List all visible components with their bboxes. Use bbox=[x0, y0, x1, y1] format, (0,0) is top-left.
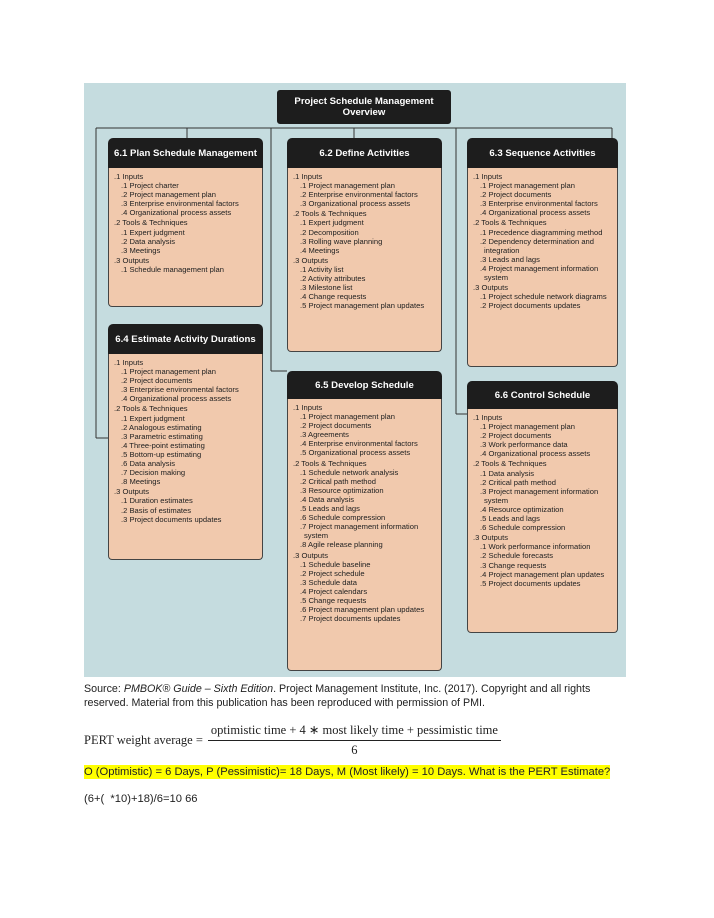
list-item: .3 Work performance data bbox=[480, 440, 568, 450]
list-item: .1 Project management plan bbox=[480, 181, 575, 191]
section-label: .1 Inputs bbox=[473, 413, 503, 422]
process-section bbox=[293, 403, 438, 458]
list-item: .4 Resource optimization bbox=[480, 504, 564, 514]
process-header-6-6: 6.6 Control Schedule bbox=[467, 381, 618, 409]
process-box-6-3 bbox=[467, 168, 618, 367]
list-item: .1 Schedule management plan bbox=[121, 264, 225, 274]
list-item: .3 Meetings bbox=[121, 245, 161, 255]
process-section bbox=[114, 172, 259, 217]
list-item: .4 Project calendars bbox=[300, 586, 368, 596]
list-item: .1 Project management plan bbox=[300, 181, 395, 191]
list-item: .2 Critical path method bbox=[480, 477, 556, 487]
section-label: .3 Outputs bbox=[293, 550, 329, 560]
list-item: .1 Expert judgment bbox=[121, 227, 185, 237]
list-item: .5 Leads and lags bbox=[300, 504, 360, 514]
list-item: .5 Project management plan updates bbox=[300, 301, 425, 311]
source-citation bbox=[84, 683, 624, 710]
list-item: .3 Milestone list bbox=[300, 283, 353, 293]
list-item: .8 Meetings bbox=[121, 477, 161, 487]
list-item: .2 Enterprise environmental factors bbox=[300, 190, 418, 200]
section-label: .1 Inputs bbox=[114, 358, 144, 367]
process-box-6-1 bbox=[108, 168, 263, 307]
list-item: .3 Project management information system bbox=[480, 486, 599, 505]
process-section bbox=[114, 256, 259, 274]
list-item: .1 Project charter bbox=[121, 181, 179, 191]
list-item: .7 Project documents updates bbox=[300, 614, 401, 624]
list-item: .3 Rolling wave planning bbox=[300, 236, 383, 246]
list-item: .2 Project documents bbox=[480, 190, 552, 200]
section-label: .3 Outputs bbox=[293, 255, 329, 265]
list-item: .3 Agreements bbox=[300, 430, 349, 440]
list-item: .2 Project documents bbox=[300, 421, 372, 431]
section-label: .1 Inputs bbox=[293, 403, 323, 412]
list-item: .2 Project documents bbox=[480, 431, 552, 441]
list-item: .4 Project management plan updates bbox=[480, 569, 605, 579]
list-item: .5 Project documents updates bbox=[480, 578, 581, 588]
process-header-6-5: 6.5 Develop Schedule bbox=[287, 371, 442, 399]
list-item: .4 Change requests bbox=[300, 292, 367, 302]
list-item: .3 Parametric estimating bbox=[121, 431, 203, 441]
list-item: .4 Organizational process assets bbox=[121, 208, 232, 218]
process-section bbox=[293, 256, 438, 311]
list-item: .8 Agile release planning bbox=[300, 540, 383, 550]
section-label: .2 Tools & Techniques bbox=[473, 218, 547, 228]
source-prefix: Source: bbox=[84, 683, 124, 695]
process-section bbox=[293, 459, 438, 550]
list-item: .1 Precedence diagramming method bbox=[480, 227, 603, 237]
list-item: .3 Schedule data bbox=[300, 577, 357, 587]
process-section bbox=[473, 172, 614, 217]
list-item: .1 Activity list bbox=[300, 264, 344, 274]
answer-text: (6+( *10)+18)/6=10 66 bbox=[84, 793, 198, 805]
list-item: .2 Schedule forecasts bbox=[480, 551, 554, 561]
formula-label: PERT weight average = bbox=[84, 732, 203, 747]
section-label: .3 Outputs bbox=[114, 255, 150, 265]
list-item: .6 Project management plan updates bbox=[300, 605, 425, 615]
list-item: .1 Project schedule network diagrams bbox=[480, 292, 607, 302]
list-item: .5 Leads and lags bbox=[480, 514, 540, 524]
list-item: .7 Decision making bbox=[121, 468, 186, 478]
list-item: .5 Organizational process assets bbox=[300, 448, 411, 458]
list-item: .3 Resource optimization bbox=[300, 485, 384, 495]
formula-fraction bbox=[208, 722, 501, 758]
process-box-6-4 bbox=[108, 354, 263, 560]
list-item: .3 Enterprise environmental factors bbox=[480, 199, 598, 209]
process-header-6-4: 6.4 Estimate Activity Durations bbox=[108, 324, 263, 354]
list-item: .7 Project management information system bbox=[300, 522, 419, 541]
list-item: .1 Project management plan bbox=[300, 412, 395, 422]
list-item: .6 Schedule compression bbox=[300, 513, 386, 523]
process-box-6-6 bbox=[467, 409, 618, 633]
list-item: .4 Organizational process assets bbox=[121, 394, 232, 404]
process-section bbox=[473, 218, 614, 282]
process-section bbox=[473, 413, 614, 458]
schedule-management-figure bbox=[84, 83, 626, 677]
list-item: .3 Project documents updates bbox=[121, 514, 222, 524]
list-item: .1 Project management plan bbox=[121, 367, 216, 377]
process-section bbox=[473, 459, 614, 532]
list-item: .2 Project management plan bbox=[121, 190, 216, 200]
pert-formula bbox=[84, 722, 501, 758]
process-box-6-2 bbox=[287, 168, 442, 352]
process-section bbox=[473, 533, 614, 588]
source-title: PMBOK® Guide – Sixth Edition bbox=[123, 683, 274, 695]
list-item: .6 Schedule compression bbox=[480, 523, 566, 533]
list-item: .2 Dependency determination and integration bbox=[480, 236, 594, 255]
list-item: .1 Expert judgment bbox=[121, 413, 185, 423]
formula-numerator: optimistic time + 4 ∗ most likely time + pessimistic time bbox=[208, 722, 501, 741]
section-label: .2 Tools & Techniques bbox=[114, 404, 188, 414]
list-item: .4 Three-point estimating bbox=[121, 440, 205, 450]
list-item: .2 Analogous estimating bbox=[121, 422, 202, 432]
section-label: .3 Outputs bbox=[114, 487, 150, 497]
list-item: .4 Data analysis bbox=[300, 494, 355, 504]
process-header-6-1: 6.1 Plan Schedule Management bbox=[108, 138, 263, 168]
list-item: .4 Project management information system bbox=[480, 263, 599, 283]
list-item: .4 Organizational process assets bbox=[480, 208, 591, 218]
section-label: .1 Inputs bbox=[114, 172, 144, 181]
process-box-6-5 bbox=[287, 399, 442, 671]
process-section bbox=[114, 487, 259, 523]
list-item: .2 Activity attributes bbox=[300, 274, 366, 284]
list-item: .1 Work performance information bbox=[480, 542, 591, 552]
list-item: .2 Basis of estimates bbox=[121, 505, 192, 515]
list-item: .2 Project schedule bbox=[300, 568, 365, 578]
source-suffix: . Project Management Institute, Inc. (2017). Copyright and all rights reserved. Material from this publication has been reproduced with permission of PMI. bbox=[84, 683, 591, 709]
list-item: .2 Project documents bbox=[121, 376, 193, 386]
list-item: .3 Enterprise environmental factors bbox=[121, 385, 239, 395]
list-item: .1 Data analysis bbox=[480, 468, 535, 478]
list-item: .5 Change requests bbox=[300, 595, 367, 605]
list-item: .3 Leads and lags bbox=[480, 254, 540, 264]
section-label: .2 Tools & Techniques bbox=[293, 209, 367, 219]
process-section bbox=[114, 218, 259, 254]
section-label: .2 Tools & Techniques bbox=[114, 218, 188, 228]
list-item: .2 Decomposition bbox=[300, 227, 359, 237]
process-section bbox=[293, 172, 438, 208]
list-item: .2 Project documents updates bbox=[480, 301, 581, 311]
list-item: .2 Data analysis bbox=[121, 236, 176, 246]
section-label: .3 Outputs bbox=[473, 283, 509, 293]
section-label: .1 Inputs bbox=[473, 172, 503, 181]
root-title: Project Schedule Management Overview bbox=[277, 90, 451, 124]
list-item: .3 Change requests bbox=[480, 560, 547, 570]
process-section bbox=[114, 358, 259, 403]
process-section bbox=[114, 404, 259, 486]
highlighted-question: O (Optimistic) = 6 Days, P (Pessimistic)= 18 Days, M (Most likely) = 10 Days. What is the PERT Estimate? bbox=[84, 766, 611, 778]
section-label: .3 Outputs bbox=[473, 533, 509, 543]
process-section bbox=[293, 209, 438, 254]
list-item: .6 Data analysis bbox=[121, 459, 176, 469]
process-section bbox=[293, 551, 438, 624]
list-item: .1 Duration estimates bbox=[121, 496, 193, 506]
list-item: .5 Bottom-up estimating bbox=[121, 449, 202, 459]
list-item: .1 Schedule baseline bbox=[300, 559, 371, 569]
list-item: .4 Organizational process assets bbox=[480, 449, 591, 459]
list-item: .2 Critical path method bbox=[300, 476, 376, 486]
process-header-6-3: 6.3 Sequence Activities bbox=[467, 138, 618, 168]
list-item: .3 Enterprise environmental factors bbox=[121, 199, 239, 209]
section-label: .2 Tools & Techniques bbox=[293, 458, 367, 468]
process-section bbox=[473, 283, 614, 310]
formula-denominator: 6 bbox=[351, 743, 358, 757]
process-header-6-2: 6.2 Define Activities bbox=[287, 138, 442, 168]
section-label: .1 Inputs bbox=[293, 172, 323, 181]
list-item: .4 Meetings bbox=[300, 245, 340, 255]
list-item: .1 Project management plan bbox=[480, 422, 575, 432]
list-item: .3 Organizational process assets bbox=[300, 199, 411, 209]
section-label: .2 Tools & Techniques bbox=[473, 459, 547, 469]
list-item: .1 Schedule network analysis bbox=[300, 467, 399, 477]
list-item: .4 Enterprise environmental factors bbox=[300, 439, 418, 449]
list-item: .1 Expert judgment bbox=[300, 218, 364, 228]
